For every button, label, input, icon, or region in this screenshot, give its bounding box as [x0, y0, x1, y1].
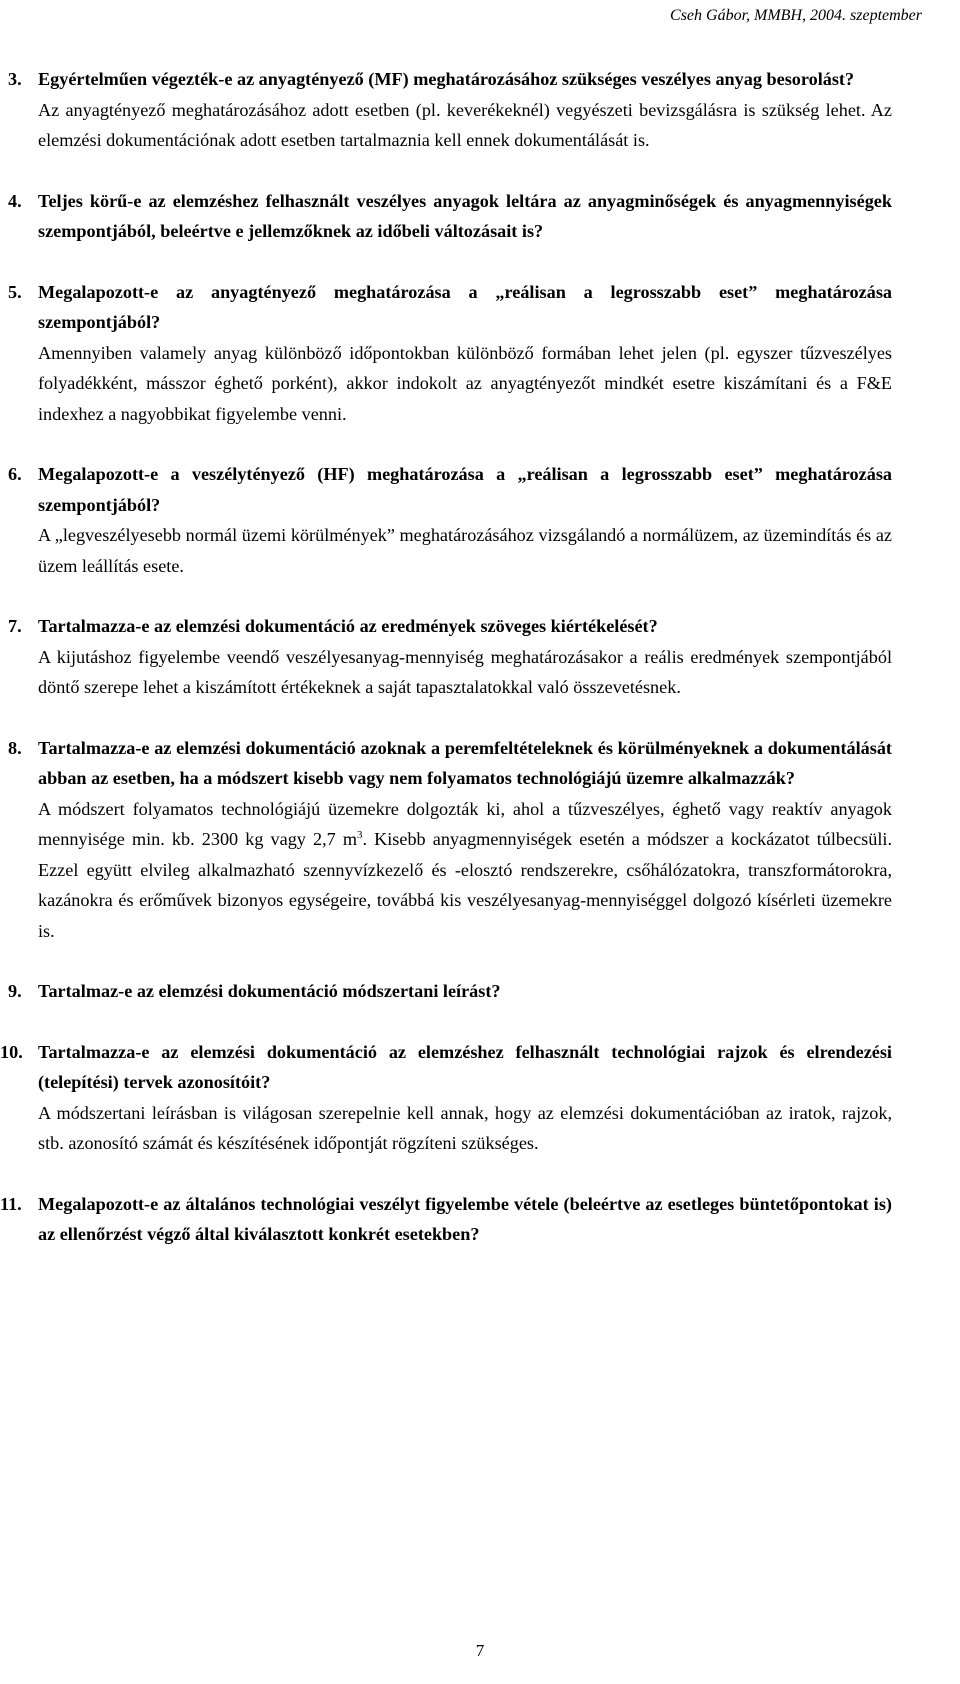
item-number: 8.	[8, 737, 22, 758]
item-answer: A kijutáshoz figyelembe veendő veszélyesanyag-mennyiség meghatározásakor a reális eredmények szempontjából döntő szerepe lehet a kiszámított értékeknek a saját tapasztalatokkal való összevetésnek.	[38, 646, 892, 697]
item-question: Tartalmazza-e az elemzési dokumentáció az elemzéshez felhasznált technológiai rajzok és elrendezési (telepítési) tervek azonosítóit?	[38, 1041, 892, 1092]
item-question: Tartalmazza-e az elemzési dokumentáció azoknak a peremfeltételeknek és körülményeknek a dokumentálását abban az esetben, ha a módszert kisebb vagy nem folyamatos technológiájú üzemre alkalmazzák?	[38, 737, 892, 788]
item-answer: Amennyiben valamely anyag különböző időpontokban különböző formában lehet jelen (pl. egyszer tűzveszélyes folyadékként, másszor éghető porként), akkor indokolt az anyagtényezőt mindkét esetre kiszámítani és a F&E indexhez a nagyobbikat figyelembe venni.	[38, 342, 892, 424]
cubic-superscript: 3	[356, 828, 363, 841]
item-question: Teljes körű-e az elemzéshez felhasznált veszélyes anyagok leltára az anyagminőségek és anyagmennyiségek szempontjából, beleértve e jellemzőknek az időbeli változásait is?	[38, 190, 892, 241]
item-question: Megalapozott-e az általános technológiai veszélyt figyelembe vétele (beleértve az esetleges büntetőpontokat is) az ellenőrzést végző által kiválasztott konkrét esetekben?	[38, 1193, 892, 1244]
item-question: Megalapozott-e a veszélytényező (HF) meghatározása a „reálisan a legrosszabb eset” meghatározása szempontjából?	[38, 464, 892, 515]
item-number: 5.	[8, 281, 22, 302]
checklist-item-9	[8, 976, 892, 1007]
checklist-body	[0, 64, 960, 1250]
item-answer: A „legveszélyesebb normál üzemi körülmények” meghatározásához vizsgálandó a normálüzem, az üzemindítás és az üzem leállítás esete.	[38, 525, 892, 576]
item-answer: A módszertani leírásban is világosan szerepelnie kell annak, hogy az elemzési dokumentációban az iratok, rajzok, stb. azonosító számát és készítésének időpontját rögzíteni szükséges.	[38, 1102, 892, 1153]
item-question: Tartalmaz-e az elemzési dokumentáció módszertani leírást?	[38, 981, 501, 1001]
item-number: 9.	[8, 981, 22, 1001]
item-answer: Az anyagtényező meghatározásához adott esetben (pl. keverékeknél) vegyészeti bevizsgálásra is szükség lehet. Az elemzési dokumentációnak adott esetben tartalmaznia kell ennek dokumentálását is.	[38, 99, 892, 150]
checklist-item-6	[8, 459, 892, 581]
page-number: 7	[475, 1641, 485, 1660]
checklist-item-4	[8, 186, 892, 247]
item-number: 4.	[8, 190, 22, 211]
item-number: 3.	[8, 69, 22, 89]
item-answer	[38, 794, 892, 947]
item-question: Tartalmazza-e az elemzési dokumentáció az eredmények szöveges kiértékelését?	[38, 616, 658, 636]
running-header: Cseh Gábor, MMBH, 2004. szeptember	[670, 7, 922, 24]
checklist-item-3	[8, 64, 892, 156]
checklist-item-8	[8, 733, 892, 947]
item-number: 6.	[8, 464, 22, 484]
item-number: 7.	[8, 616, 22, 636]
answer-text-part: . Kisebb anyagmennyiségek esetén a módszer a kockázatot túlbecsüli. Ezzel együtt elvileg alkalmazható szennyvízkezelő és -elosztó rendszerekre, csőhálózatokra, transzformátorokra, kazánokra és erőművek bizonyos egységeire, továbbá kis veszélyesanyag-mennyiséggel dolgozó kísérleti üzemekre is.	[38, 829, 892, 941]
checklist-item-10	[0, 1037, 892, 1159]
checklist-item-7	[8, 611, 892, 703]
answer-text-part: A módszert folyamatos technológiájú üzemekre dolgozták ki, ahol a tűzveszélyes, éghető vagy reaktív anyagok mennyisége min. kb. 2300 kg vagy 2,7 m	[38, 798, 892, 849]
item-number: 10.	[0, 1041, 23, 1062]
item-question: Megalapozott-e az anyagtényező meghatározása a „reálisan a legrosszabb eset” meghatározása szempontjából?	[38, 281, 892, 332]
checklist-item-11	[0, 1189, 892, 1250]
item-number: 11.	[0, 1193, 22, 1214]
checklist-item-5	[8, 277, 892, 430]
item-question: Egyértelműen végezték-e az anyagtényező (MF) meghatározásához szükséges veszélyes anyag besorolást?	[38, 69, 855, 89]
